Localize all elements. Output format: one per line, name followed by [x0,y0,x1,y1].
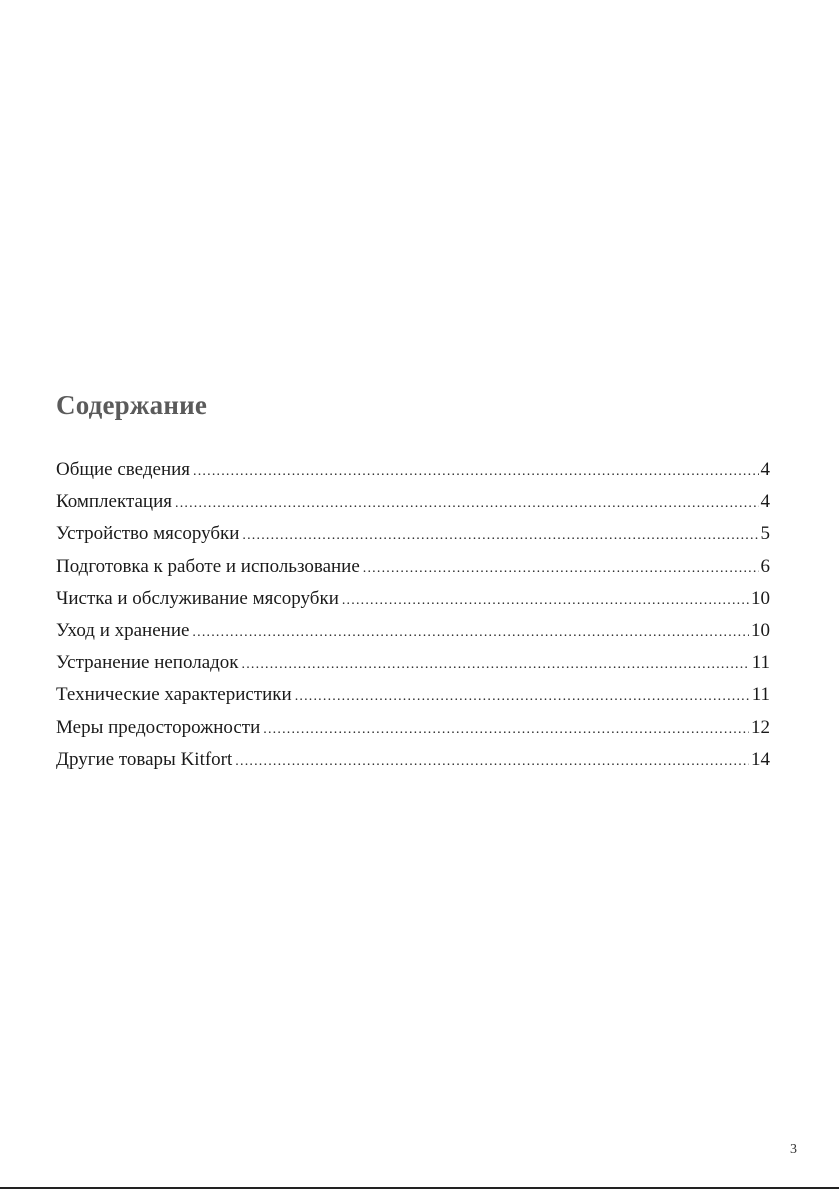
toc-dot-leader [363,555,759,583]
toc-entry-label: Устранение неполадок [56,652,239,674]
toc-entry-label: Уход и хранение [56,619,190,641]
toc-entry[interactable] [56,617,770,649]
toc-entry-page: 11 [751,652,770,674]
toc-entry[interactable] [56,649,770,681]
toc-entry-page: 12 [751,716,770,738]
toc-dot-leader [263,716,749,744]
toc-entry-label: Устройство мясорубки [56,523,240,545]
toc-entry[interactable] [56,520,770,552]
toc-entry-page: 5 [760,523,770,545]
toc-title: Содержание [56,390,208,420]
toc-dot-leader [342,587,749,615]
toc-entry-page: 4 [760,491,770,513]
toc-entry-page: 14 [751,748,770,770]
toc-entry[interactable] [56,553,770,585]
toc-entry[interactable] [56,456,770,488]
toc-dot-leader [192,619,749,647]
toc-entry[interactable] [56,746,770,778]
toc-dot-leader [193,458,758,486]
toc-entry-label: Комплектация [56,491,172,513]
page-number: 3 [790,1142,797,1157]
toc-entry-label: Подготовка к работе и использование [56,555,360,577]
toc-dot-leader [235,748,749,776]
toc-entry[interactable] [56,681,770,713]
toc-entry-label: Общие сведения [56,459,191,480]
toc-dot-leader [175,490,759,518]
toc-entry-label: Чистка и обслуживание мясорубки [56,587,339,609]
toc-entry-page: 6 [760,555,770,577]
toc-dot-leader [242,522,758,550]
toc-entry-label: Другие товары Kitfort [56,748,233,770]
toc-dot-leader [295,683,750,711]
toc-entry-page: 10 [751,619,770,641]
toc-entry[interactable] [56,585,770,617]
toc-list [56,456,770,778]
toc-entry-label: Технические характеристики [56,684,292,706]
toc-entry-page: 10 [751,587,770,609]
toc-entry-page: 11 [751,684,770,706]
toc-entry[interactable] [56,488,770,520]
toc-dot-leader [242,651,750,679]
toc-entry[interactable] [56,714,770,746]
toc-entry-page: 4 [760,459,770,480]
toc-entry-label: Меры предосторожности [56,716,261,738]
